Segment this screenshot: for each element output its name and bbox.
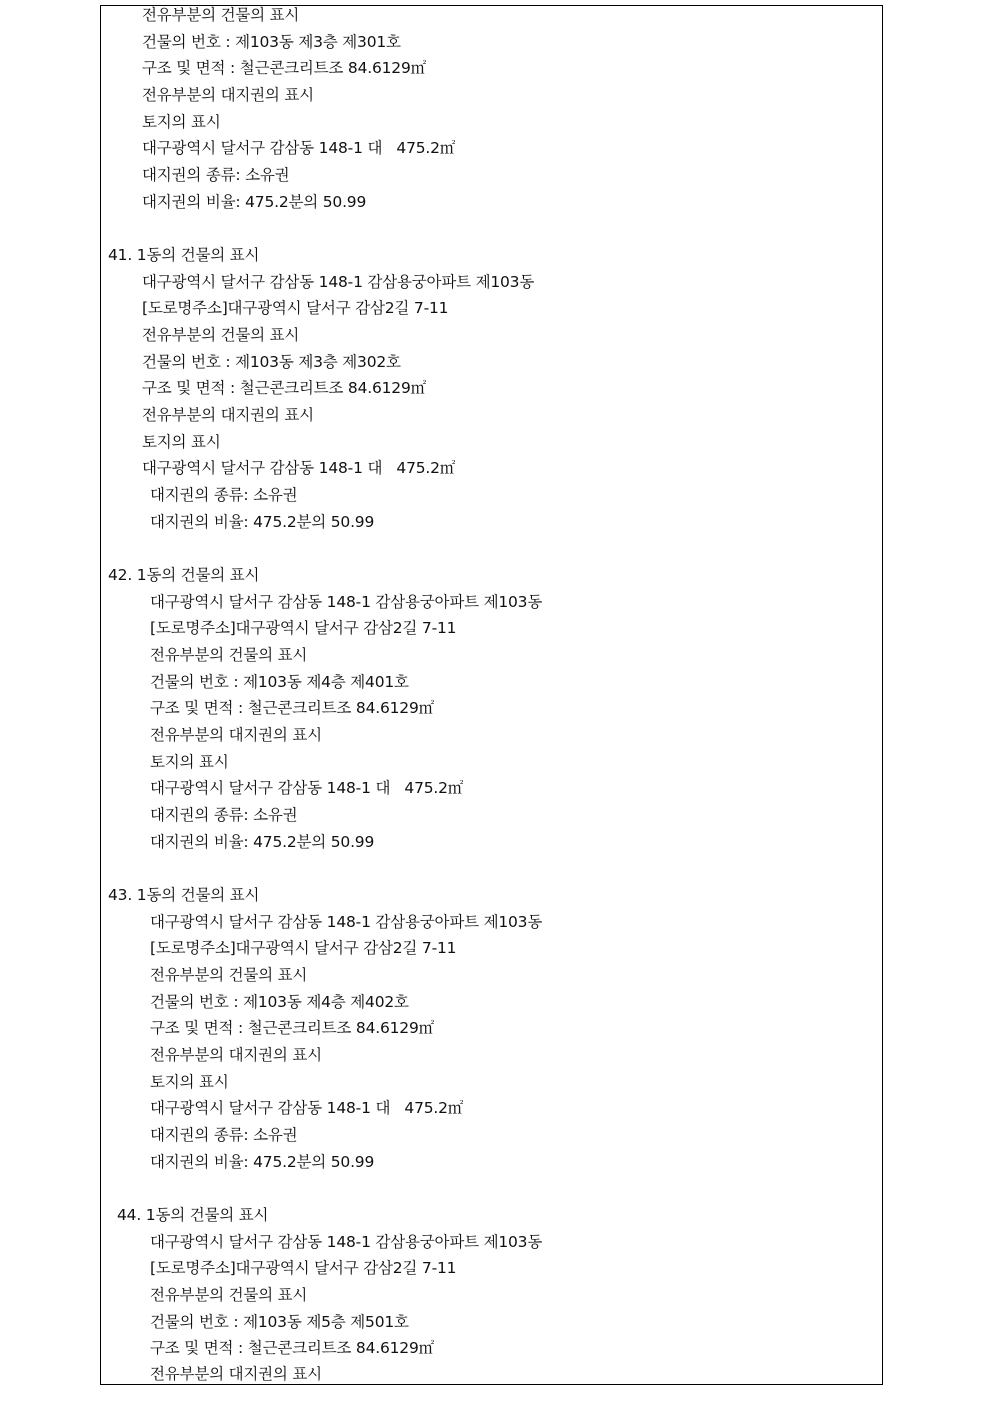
text-line: 전유부분의 대지권의 표시: [142, 406, 314, 424]
text-line: 구조 및 면적 : 철근콘크리트조 84.6129㎡: [150, 1339, 434, 1357]
text-line: 구조 및 면적 : 철근콘크리트조 84.6129㎡: [150, 1019, 434, 1037]
text-line: 대지권의 비율: 475.2분의 50.99: [150, 513, 375, 531]
text-line: 대지권의 종류: 소유권: [150, 486, 298, 504]
text-line: 구조 및 면적 : 철근콘크리트조 84.6129㎡: [150, 699, 434, 717]
text-line: 대구광역시 달서구 감삼동 148-1 대 475.2㎡: [142, 459, 456, 477]
text-line: 대구광역시 달서구 감삼동 148-1 감삼용궁아파트 제103동: [142, 273, 535, 291]
text-line: 대지권의 종류: 소유권: [142, 166, 290, 184]
section-heading: 43. 1동의 건물의 표시: [108, 886, 260, 904]
text-line: 건물의 번호 : 제103동 제3층 제302호: [142, 353, 401, 371]
text-line: 전유부분의 대지권의 표시: [150, 1046, 322, 1064]
text-line: 대지권의 비율: 475.2분의 50.99: [150, 833, 375, 851]
text-line: 대구광역시 달서구 감삼동 148-1 감삼용궁아파트 제103동: [150, 593, 543, 611]
text-line: 대지권의 비율: 475.2분의 50.99: [150, 1153, 375, 1171]
text-line: 전유부분의 건물의 표시: [142, 6, 300, 24]
text-line: 대지권의 종류: 소유권: [150, 1126, 298, 1144]
text-line: [도로명주소]대구광역시 달서구 감삼2길 7-11: [150, 939, 457, 957]
text-line: 대구광역시 달서구 감삼동 148-1 감삼용궁아파트 제103동: [150, 913, 543, 931]
text-line: 대구광역시 달서구 감삼동 148-1 대 475.2㎡: [150, 1099, 464, 1117]
text-line: 전유부분의 건물의 표시: [150, 1286, 308, 1304]
text-line: 대구광역시 달서구 감삼동 148-1 대 475.2㎡: [150, 779, 464, 797]
text-line: [도로명주소]대구광역시 달서구 감삼2길 7-11: [150, 619, 457, 637]
text-line: 건물의 번호 : 제103동 제3층 제301호: [142, 33, 401, 51]
text-line: 전유부분의 건물의 표시: [150, 646, 308, 664]
text-line: 토지의 표시: [142, 433, 221, 451]
text-line: 건물의 번호 : 제103동 제4층 제402호: [150, 993, 409, 1011]
section-heading: 42. 1동의 건물의 표시: [108, 566, 260, 584]
text-line: 토지의 표시: [150, 753, 229, 771]
text-line: 토지의 표시: [150, 1073, 229, 1091]
text-line: 전유부분의 대지권의 표시: [142, 86, 314, 104]
text-line: [도로명주소]대구광역시 달서구 감삼2길 7-11: [142, 299, 449, 317]
text-line: 건물의 번호 : 제103동 제4층 제401호: [150, 673, 409, 691]
text-line: 전유부분의 대지권의 표시: [150, 726, 322, 744]
text-line: 구조 및 면적 : 철근콘크리트조 84.6129㎡: [142, 379, 426, 397]
document-frame: [100, 5, 883, 1385]
text-line: 대구광역시 달서구 감삼동 148-1 감삼용궁아파트 제103동: [150, 1233, 543, 1251]
text-line: 토지의 표시: [142, 113, 221, 131]
text-line: 대지권의 비율: 475.2분의 50.99: [142, 193, 367, 211]
text-line: 대구광역시 달서구 감삼동 148-1 대 475.2㎡: [142, 139, 456, 157]
text-line: 전유부분의 건물의 표시: [142, 326, 300, 344]
text-line: [도로명주소]대구광역시 달서구 감삼2길 7-11: [150, 1259, 457, 1277]
text-line: 구조 및 면적 : 철근콘크리트조 84.6129㎡: [142, 59, 426, 77]
section-heading: 44. 1동의 건물의 표시: [117, 1206, 269, 1224]
text-line: 건물의 번호 : 제103동 제5층 제501호: [150, 1313, 409, 1331]
text-line: 대지권의 종류: 소유권: [150, 806, 298, 824]
section-heading: 41. 1동의 건물의 표시: [108, 246, 260, 264]
text-line: 전유부분의 대지권의 표시: [150, 1365, 322, 1383]
text-line: 전유부분의 건물의 표시: [150, 966, 308, 984]
